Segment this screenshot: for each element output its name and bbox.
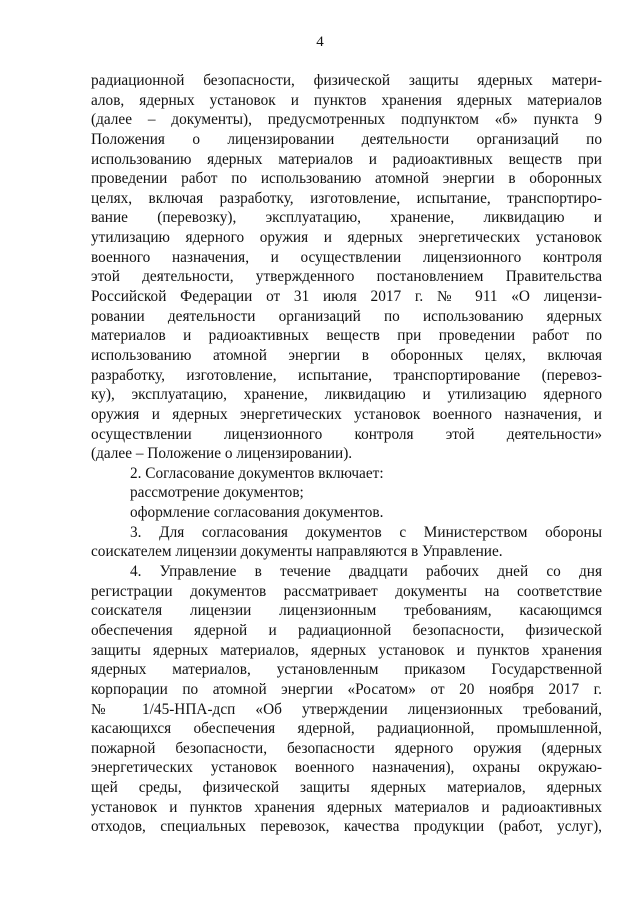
text-line: обеспечения ядерной и радиационной безопасности, физической	[91, 621, 602, 639]
text-line: Российской Федерации от 31 июля 2017 г. № 911 «О лицензи-	[91, 288, 602, 306]
text-line: использованию ядерных материалов и радиоактивных веществ при	[91, 150, 602, 168]
text-line: Положения о лицензировании деятельности организаций по	[91, 130, 602, 148]
text-line: рассмотрение документов;	[130, 484, 304, 502]
text-line: защиты ядерных материалов, ядерных установок и пунктов хранения	[91, 641, 602, 659]
text-line: целях, включая разработку, изготовление, испытание, транспортиро-	[91, 189, 602, 207]
page-number: 4	[316, 34, 324, 50]
text-line: касающихся обеспечения ядерной, радиационной, промышленной,	[91, 720, 602, 738]
text-line: энергетических установок военного назначения), охраны окружаю-	[91, 759, 602, 777]
text-line: 3. Для согласования документов с Министерством обороны	[130, 523, 602, 541]
text-line: материалов и радиоактивных веществ при проведении работ по	[91, 327, 602, 345]
text-line: радиационной безопасности, физической защиты ядерных матери-	[91, 72, 602, 89]
text-line: оформление согласования документов.	[130, 504, 384, 522]
text-line: военного назначения, и осуществлении лицензионного контроля	[91, 248, 602, 266]
text-line: (далее – документы), предусмотренных подпунктом «б» пункта 9	[91, 111, 602, 129]
text-line: щей среды, физической защиты ядерных материалов, ядерных	[91, 779, 602, 797]
text-line: вание (перевозку), эксплуатацию, хранение, ликвидацию и	[91, 209, 602, 227]
text-line: проведении работ по использованию атомной энергии в оборонных	[91, 170, 602, 188]
text-line: использованию атомной энергии в оборонных целях, включая	[91, 346, 602, 364]
text-line: № 1/45-НПА-дсп «Об утверждении лицензионных требований,	[91, 700, 602, 718]
text-line: соискателя лицензии лицензионным требованиям, касающимся	[91, 602, 602, 620]
text-line: 4. Управление в течение двадцати рабочих дней со дня	[130, 563, 602, 581]
text-line: соискателем лицензии документы направляются в Управление.	[91, 543, 503, 561]
text-line: ку), эксплуатацию, хранение, ликвидацию и утилизацию ядерного	[91, 386, 602, 404]
text-line: отходов, специальных перевозок, качества продукции (работ, услуг),	[91, 818, 602, 836]
text-line: корпорации по атомной энергии «Росатом» от 20 ноября 2017 г.	[91, 680, 602, 698]
text-line: 2. Согласование документов включает:	[130, 464, 384, 482]
text-line: ровании деятельности организаций по использованию ядерных	[91, 307, 602, 325]
text-line: оружия и ядерных энергетических установок военного назначения, и	[91, 405, 602, 423]
text-line: осуществлении лицензионного контроля этой деятельности»	[91, 425, 602, 443]
text-line: разработку, изготовление, испытание, транспортирование (перевоз-	[91, 366, 602, 384]
text-line: этой деятельности, утвержденного постановлением Правительства	[91, 268, 602, 286]
text-line: (далее – Положение о лицензировании).	[91, 445, 353, 463]
text-line: установок и пунктов хранения ядерных материалов и радиоактивных	[91, 798, 602, 816]
text-line: утилизацию ядерного оружия и ядерных энергетических установок	[91, 229, 602, 247]
text-line: алов, ядерных установок и пунктов хранения ядерных материалов	[91, 91, 602, 109]
text-line: регистрации документов рассматривает документы на соответствие	[91, 582, 602, 600]
document-body	[91, 71, 602, 837]
text-line: пожарной безопасности, безопасности ядерного оружия (ядерных	[91, 739, 602, 757]
text-line: ядерных материалов, установленным приказом Государственной	[91, 661, 602, 679]
